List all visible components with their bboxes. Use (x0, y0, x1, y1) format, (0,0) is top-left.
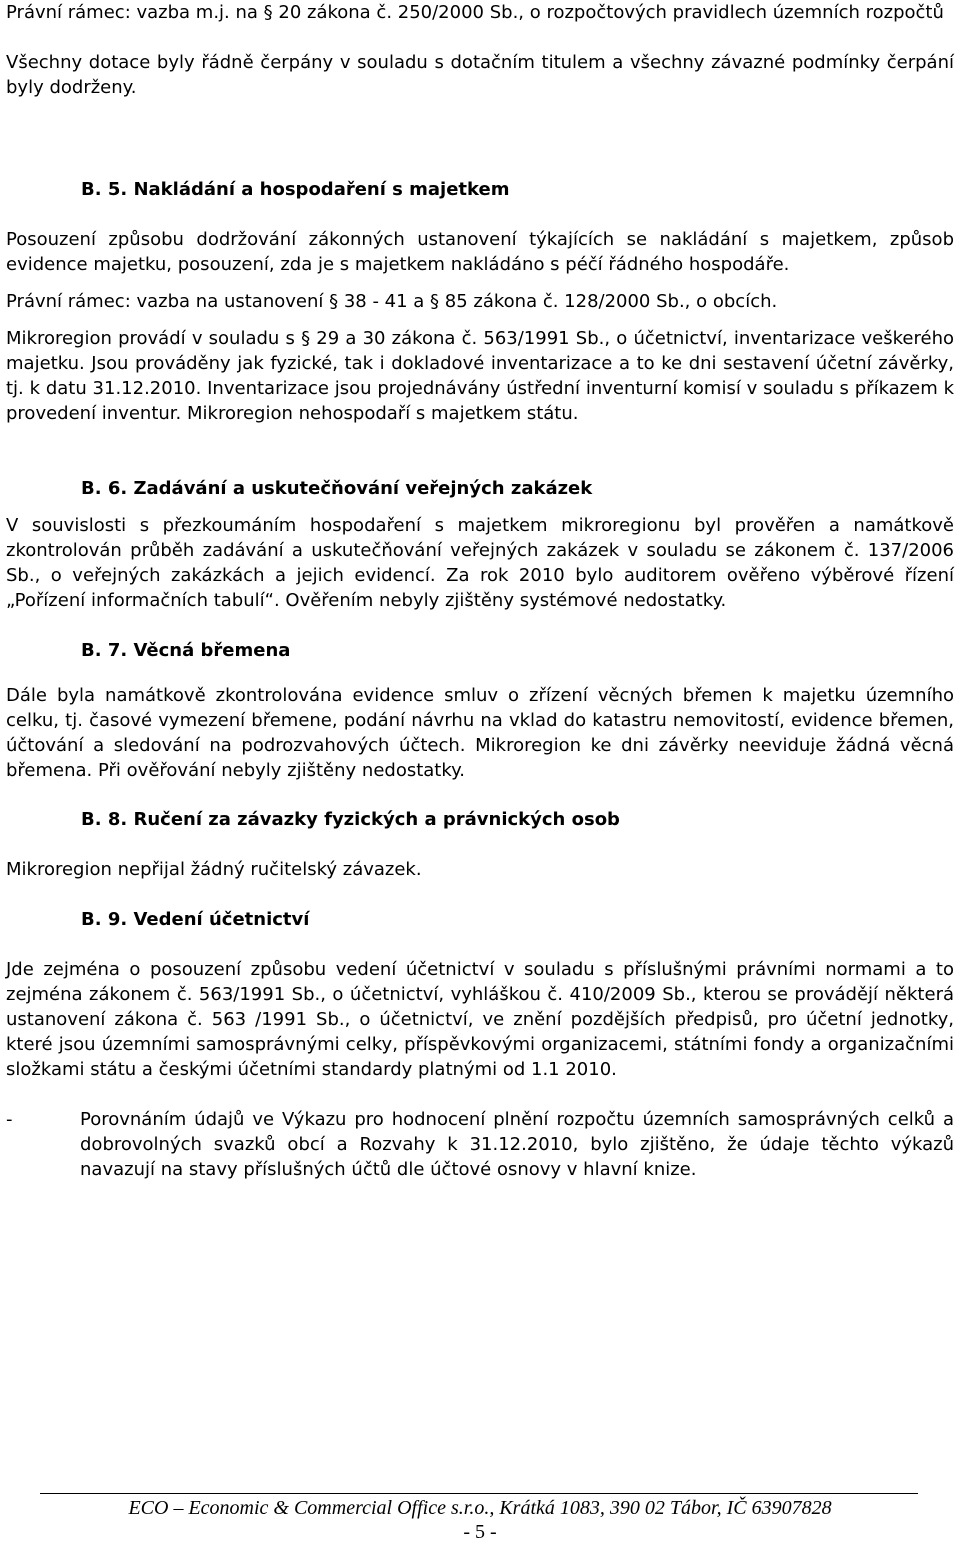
section-b9-title: Vedení účetnictví (133, 909, 310, 930)
section-b5-title: Nakládání a hospodaření s majetkem (133, 179, 510, 200)
section-b6-title: Zadávání a uskutečňování veřejných zakázek (133, 478, 593, 499)
section-b8-number: B. 8. (81, 809, 128, 830)
section-b9-heading (6, 907, 954, 932)
section-b9-paragraph-1: Jde zejména o posouzení způsobu vedení účetnictví v souladu s příslušnými právními normami a to zejména zákonem č. 563/1991 Sb., o účetnictví, vyhláškou č. 410/2009 Sb., kterou se provádějí některá ustanovení zákona č. 563 /1991 Sb., o účetnictví, ve znění pozdějších předpisů, pro účetní jednotky, které jsou územními samosprávnými celky, příspěvkovými organizacemi, státními fondy a organizačními složkami státu a českými účetními standardy platnými od 1.1 2010. (6, 959, 954, 1080)
section-b6-number: B. 6. (81, 478, 128, 499)
section-b5-paragraph-1: Posouzení způsobu dodržování zákonných ustanovení týkajících se nakládání s majetkem, způsob evidence majetku, posouzení, zda je s majetkem nakládáno s péčí řádného hospodáře. (6, 229, 954, 275)
bullet-dash: - (6, 1109, 13, 1130)
subsidies-paragraph: Všechny dotace byly řádně čerpány v souladu s dotačním titulem a všechny závazné podmínky čerpání byly dodrženy. (6, 52, 954, 98)
page-number: - 5 - (463, 1521, 497, 1543)
bullet-text: Porovnáním údajů ve Výkazu pro hodnocení plnění rozpočtu územních samosprávných celků a dobrovolných svazků obcí a Rozvahy k 31.12.2010, bylo zjištěno, že údaje těchto výkazů navazují na stavy příslušných účtů dle účtové osnovy v hlavní knize. (80, 1109, 954, 1180)
legal-framework-paragraph: Právní rámec: vazba m.j. na § 20 zákona č. 250/2000 Sb., o rozpočtových pravidlech územních rozpočtů (6, 2, 944, 23)
section-b8-heading (6, 807, 954, 832)
footer-divider (40, 1493, 918, 1494)
section-b8-paragraph-1: Mikroregion nepřijal žádný ručitelský závazek. (6, 859, 422, 880)
section-b5-heading (6, 177, 954, 202)
section-b9-number: B. 9. (81, 909, 128, 930)
section-b8-title: Ručení za závazky fyzických a právnických osob (133, 809, 620, 830)
section-b6-heading (6, 476, 954, 501)
section-b7-paragraph-1: Dále byla namátkově zkontrolována evidence smluv o zřízení věcných břemen k majetku územního celku, tj. časové vymezení břemene, podání návrhu na vklad do katastru nemovitostí, evidence břemen, účtování a sledování na podrozvahových účtech. Mikroregion ke dni závěrky neeviduje žádná věcná břemena. Při ověřování nebyly zjištěny nedostatky. (6, 685, 954, 781)
section-b5-paragraph-3: Mikroregion provádí v souladu s § 29 a 30 zákona č. 563/1991 Sb., o účetnictví, inventarizace veškerého majetku. Jsou prováděny jak fyzické, tak i dokladové inventarizace a to ke dni sestavení účetní závěrky, tj. k datu 31.12.2010. Inventarizace jsou projednávány ústřední inventurní komisí v souladu s příkazem k provedení inventur. Mikroregion nehospodaří s majetkem státu. (6, 328, 954, 424)
section-b7-title: Věcná břemena (133, 640, 291, 661)
section-b5-paragraph-2: Právní rámec: vazba na ustanovení § 38 - 41 a § 85 zákona č. 128/2000 Sb., o obcích. (6, 291, 778, 312)
section-b9-bullet-item (6, 1107, 954, 1182)
section-b7-heading (6, 638, 954, 663)
section-b5-number: B. 5. (81, 179, 128, 200)
page-footer: ECO – Economic & Commercial Office s.r.o., Krátká 1083, 390 02 Tábor, IČ 63907828 (128, 1497, 832, 1519)
section-b7-number: B. 7. (81, 640, 128, 661)
section-b6-paragraph-1: V souvislosti s přezkoumáním hospodaření s majetkem mikroregionu byl prověřen a namátkově zkontrolován průběh zadávání a uskutečňování veřejných zakázek v souladu se zákonem č. 137/2006 Sb., o veřejných zakázkách a jejich evidencí. Za rok 2010 bylo auditorem ověřeno výběrové řízení „Pořízení informačních tabulí“. Ověřením nebyly zjištěny systémové nedostatky. (6, 515, 954, 611)
